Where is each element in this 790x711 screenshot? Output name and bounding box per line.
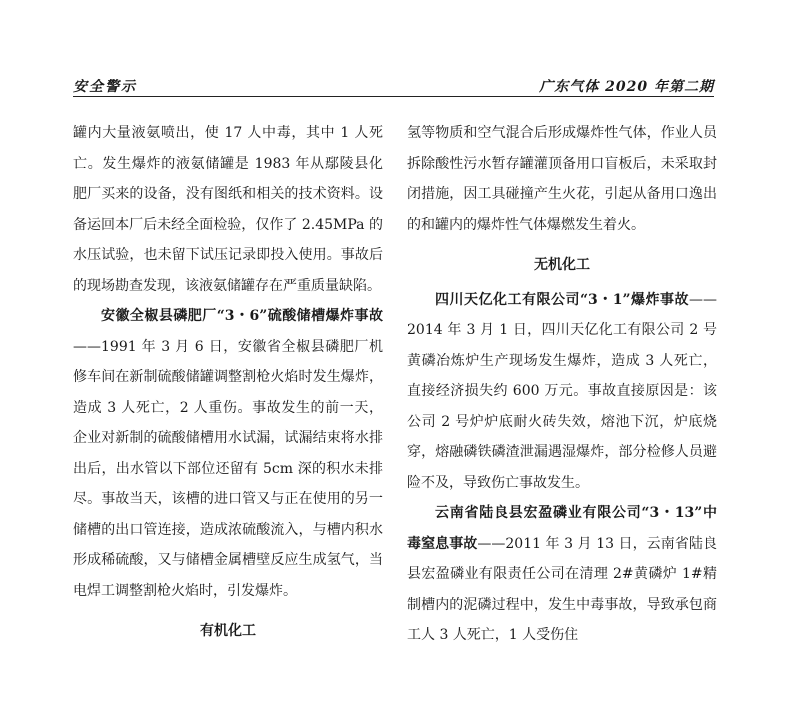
incident-paragraph <box>407 498 717 651</box>
incident-body: ——1991 年 3 月 6 日，安徽省全椒县磷肥厂机修车间在新制硫酸储罐调整割枪火焰时发生爆炸，造成 3 人死亡，2 人重伤。事故发生的前一天，企业对新制的硫酸储槽用水试漏，试漏结束将水排出后，出水管以下部位还留有 5cm 深的积水未排尽。事故当天，该槽的进口管又与正在使用的另一储槽的出口管连接，造成浓硫酸流入，与槽内积水形成稀硫酸，又与储槽金属槽壁反应生成氢气，当电焊工调整割枪火焰时，引发爆炸。 <box>73 338 383 599</box>
header-section-label: 安全警示 <box>73 79 137 95</box>
page-header <box>73 76 714 97</box>
section-title: 无机化工 <box>534 257 590 273</box>
incident-title: 四川天亿化工有限公司“3・1”爆炸事故 <box>435 291 689 308</box>
left-column <box>73 118 383 651</box>
incident-paragraph <box>407 285 717 499</box>
right-column <box>407 118 717 651</box>
section-title: 有机化工 <box>200 623 256 639</box>
paragraph: 氢等物质和空气混合后形成爆炸性气体，作业人员拆除酸性污水暂存罐灌顶备用口盲板后，未采取封闭措施，因工具碰撞产生火花，引起从备用口逸出的和罐内的爆炸性气体爆燃发生着火。 <box>407 125 717 233</box>
incident-paragraph <box>73 301 383 606</box>
header-publication: 广东气体 2020 年第二期 <box>539 79 714 95</box>
paragraph: 罐内大量液氨喷出，使 17 人中毒，其中 1 人死亡。发生爆炸的液氨储罐是 1983 年从鄢陵县化肥厂买来的设备，没有图纸和相关的技术资料。设备运回本厂后未经全面检验，仅作了 2.45MPa 的水压试验，也未留下试压记录即投入使用。事故后的现场勘查发现，该液氨储罐存在严重质量缺陷。 <box>73 125 383 294</box>
incident-body: ——2014 年 3 月 1 日，四川天亿化工有限公司 2 号黄磷冶炼炉生产现场发生爆炸，造成 3 人死亡，直接经济损失约 600 万元。事故直接原因是：该公司 2 号炉炉底耐火砖失效，熔池下沉，炉底烧穿，熔融磷铁磷渣泄漏遇湿爆炸，部分检修人员避险不及，导致伤亡事故发生。 <box>407 291 717 491</box>
incident-title: 安徽全椒县磷肥厂“3・6”硫酸储槽爆炸事故 <box>101 308 383 324</box>
incident-body: ——2011 年 3 月 13 日，云南省陆良县宏盈磷业有限责任公司在清理 2#黄磷炉 1#精制槽内的泥磷过程中，发生中毒事故，导致承包商工人 3 人死亡，1 人受伤住 <box>407 535 717 643</box>
incident-title: 云南省陆良县宏盈磷业有限公司“3・13”中毒窒息事故 <box>407 505 717 552</box>
